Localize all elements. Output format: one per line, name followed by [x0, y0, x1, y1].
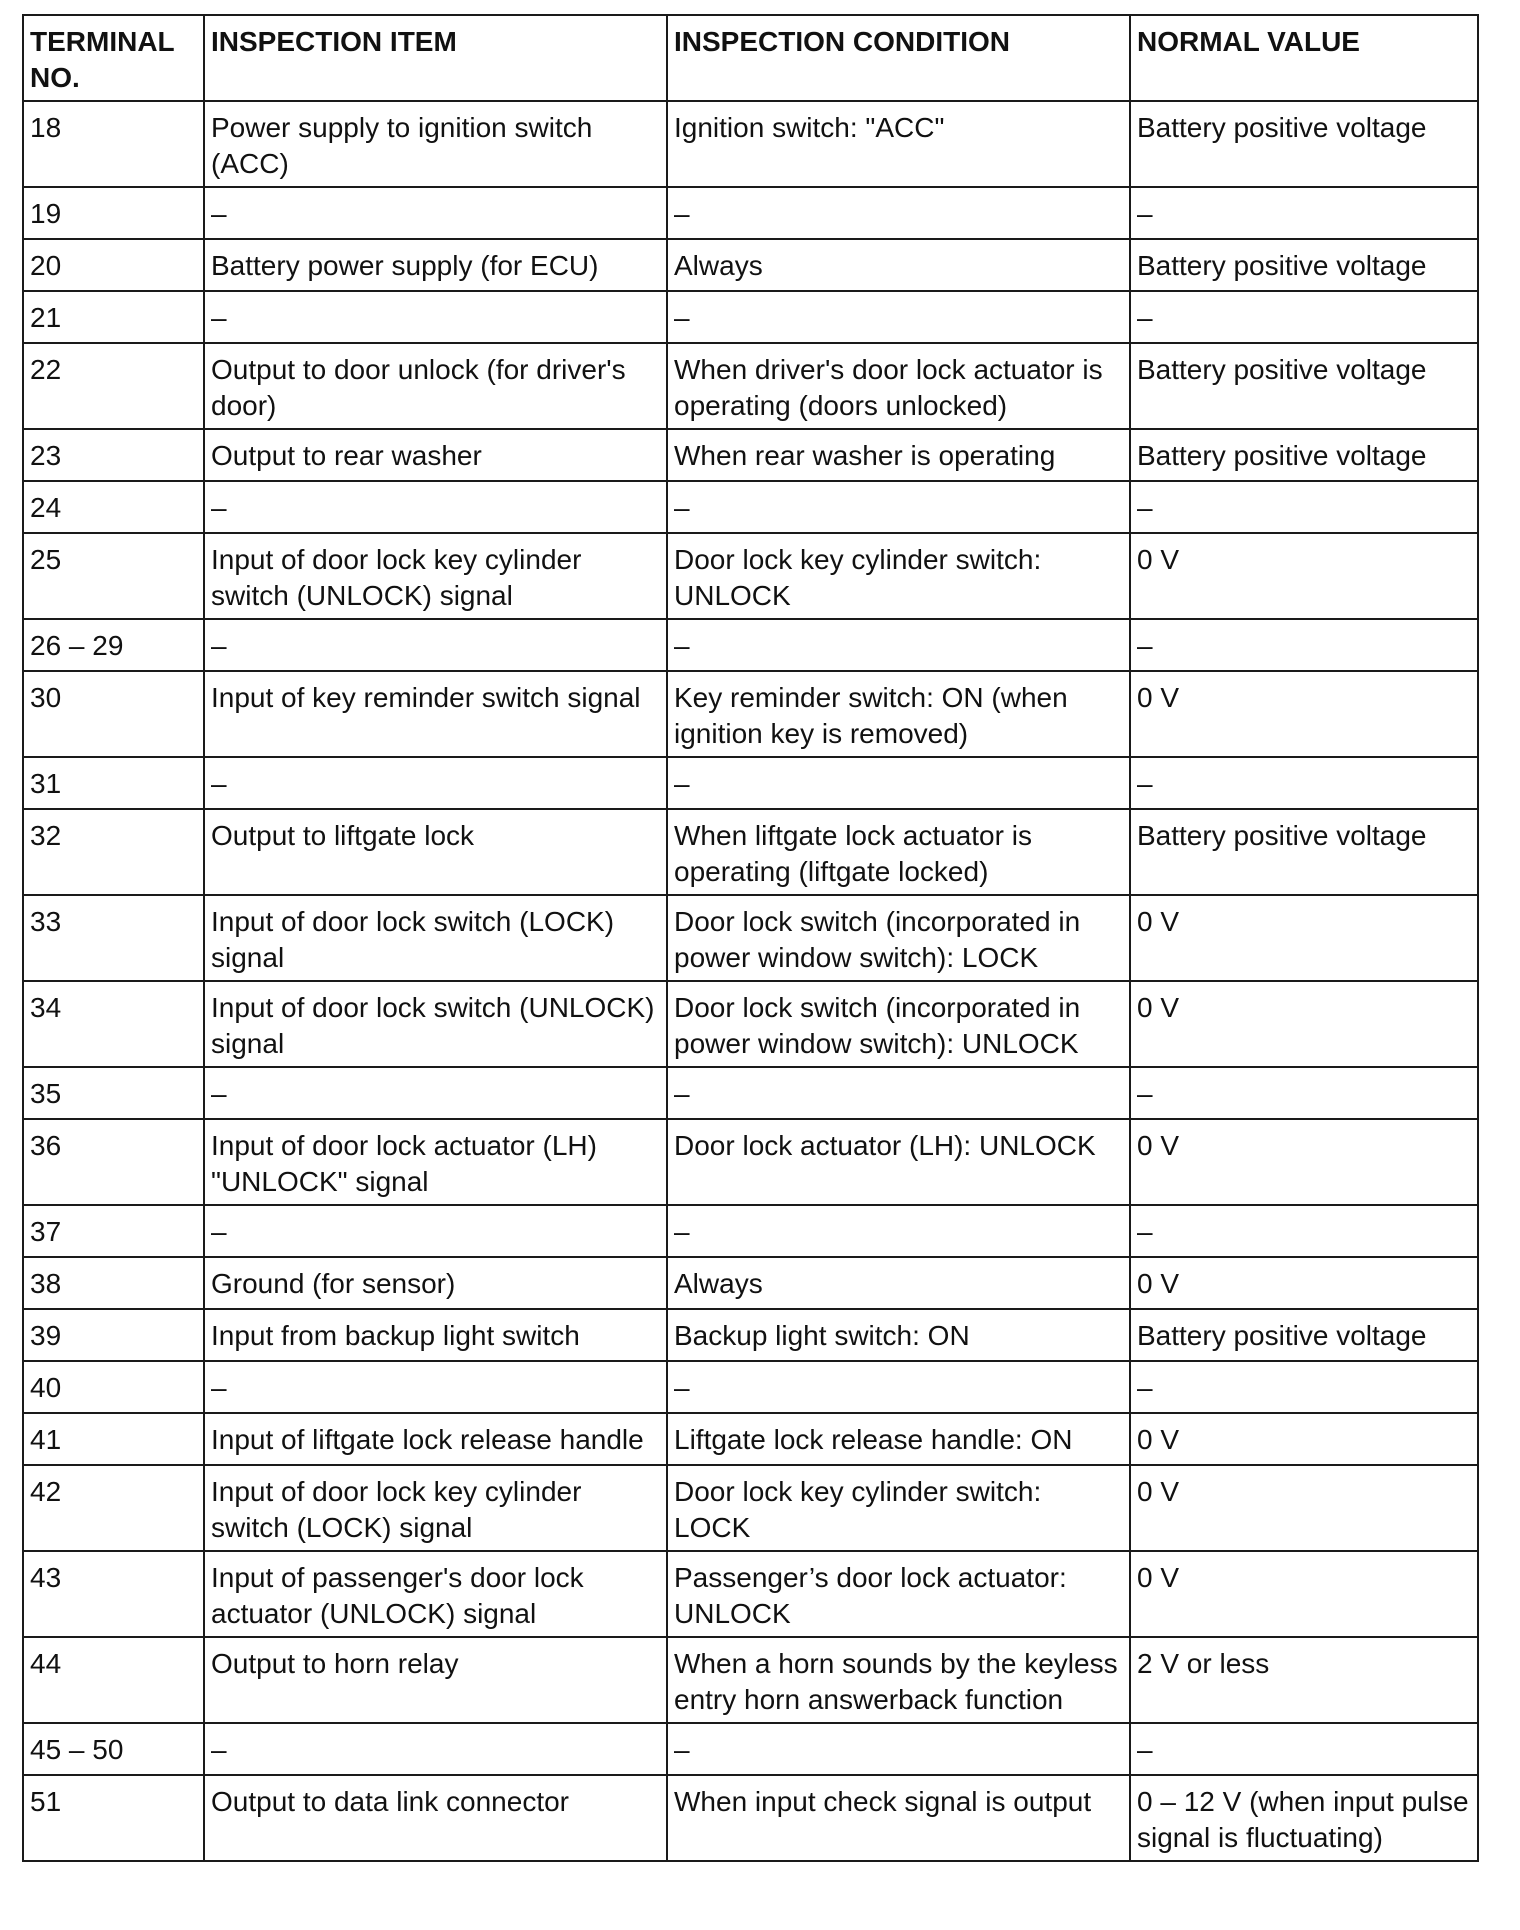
cell-normal-value: 0 V — [1130, 1413, 1478, 1465]
cell-normal-value: Battery positive voltage — [1130, 429, 1478, 481]
cell-normal-value: 0 V — [1130, 1465, 1478, 1551]
cell-normal-value: Battery positive voltage — [1130, 343, 1478, 429]
cell-normal-value: – — [1130, 1205, 1478, 1257]
cell-inspection-item: Power supply to ignition switch (ACC) — [204, 101, 667, 187]
cell-normal-value: Battery positive voltage — [1130, 101, 1478, 187]
table-row — [23, 291, 1478, 343]
table-row — [23, 1257, 1478, 1309]
cell-inspection-item: Output to data link connector — [204, 1775, 667, 1861]
table-row — [23, 619, 1478, 671]
cell-normal-value: 0 V — [1130, 981, 1478, 1067]
cell-inspection-item: Output to horn relay — [204, 1637, 667, 1723]
table-row — [23, 101, 1478, 187]
cell-terminal-no: 30 — [23, 671, 204, 757]
table-row — [23, 1637, 1478, 1723]
cell-terminal-no: 44 — [23, 1637, 204, 1723]
table-row — [23, 1775, 1478, 1861]
cell-terminal-no: 25 — [23, 533, 204, 619]
cell-inspection-item: Input of liftgate lock release handle — [204, 1413, 667, 1465]
cell-normal-value: – — [1130, 187, 1478, 239]
table-row — [23, 757, 1478, 809]
table-row — [23, 981, 1478, 1067]
terminal-inspection-table — [22, 14, 1479, 1862]
cell-terminal-no: 19 — [23, 187, 204, 239]
cell-inspection-condition: When rear washer is operating — [667, 429, 1130, 481]
table-row — [23, 533, 1478, 619]
cell-inspection-item: Input of door lock key cylinder switch (UNLOCK) signal — [204, 533, 667, 619]
cell-inspection-item: – — [204, 757, 667, 809]
cell-terminal-no: 33 — [23, 895, 204, 981]
cell-terminal-no: 45 – 50 — [23, 1723, 204, 1775]
table-row — [23, 187, 1478, 239]
cell-inspection-condition: Door lock switch (incorporated in power window switch): UNLOCK — [667, 981, 1130, 1067]
table-row — [23, 1551, 1478, 1637]
cell-normal-value: 0 – 12 V (when input pulse signal is fluctuating) — [1130, 1775, 1478, 1861]
cell-terminal-no: 41 — [23, 1413, 204, 1465]
cell-inspection-item: Input of door lock key cylinder switch (LOCK) signal — [204, 1465, 667, 1551]
cell-normal-value: – — [1130, 1723, 1478, 1775]
table-body — [23, 101, 1478, 1861]
header-terminal-no: TERMINAL NO. — [23, 15, 204, 101]
cell-inspection-condition: Door lock switch (incorporated in power window switch): LOCK — [667, 895, 1130, 981]
table-row — [23, 239, 1478, 291]
cell-inspection-item: Input of door lock switch (LOCK) signal — [204, 895, 667, 981]
cell-normal-value: 0 V — [1130, 1551, 1478, 1637]
table-row — [23, 671, 1478, 757]
cell-terminal-no: 32 — [23, 809, 204, 895]
cell-inspection-condition: Door lock actuator (LH): UNLOCK — [667, 1119, 1130, 1205]
cell-inspection-condition: – — [667, 1723, 1130, 1775]
cell-inspection-condition: – — [667, 1067, 1130, 1119]
cell-inspection-condition: – — [667, 187, 1130, 239]
cell-inspection-condition: Passenger’s door lock actuator: UNLOCK — [667, 1551, 1130, 1637]
cell-terminal-no: 40 — [23, 1361, 204, 1413]
cell-inspection-item: Input of door lock actuator (LH) "UNLOCK" signal — [204, 1119, 667, 1205]
cell-inspection-condition: Backup light switch: ON — [667, 1309, 1130, 1361]
cell-terminal-no: 34 — [23, 981, 204, 1067]
cell-normal-value: 0 V — [1130, 895, 1478, 981]
cell-inspection-condition: Door lock key cylinder switch: LOCK — [667, 1465, 1130, 1551]
cell-inspection-item: – — [204, 1361, 667, 1413]
table-row — [23, 1119, 1478, 1205]
header-inspection-condition: INSPECTION CONDITION — [667, 15, 1130, 101]
cell-inspection-item: – — [204, 619, 667, 671]
cell-terminal-no: 43 — [23, 1551, 204, 1637]
table-row — [23, 429, 1478, 481]
cell-inspection-item: Ground (for sensor) — [204, 1257, 667, 1309]
cell-inspection-item: Output to liftgate lock — [204, 809, 667, 895]
table-row — [23, 1723, 1478, 1775]
cell-normal-value: – — [1130, 757, 1478, 809]
table-row — [23, 809, 1478, 895]
cell-inspection-item: Input of door lock switch (UNLOCK) signal — [204, 981, 667, 1067]
cell-terminal-no: 26 – 29 — [23, 619, 204, 671]
cell-inspection-item: Battery power supply (for ECU) — [204, 239, 667, 291]
cell-inspection-item: – — [204, 187, 667, 239]
cell-inspection-condition: When driver's door lock actuator is operating (doors unlocked) — [667, 343, 1130, 429]
cell-terminal-no: 36 — [23, 1119, 204, 1205]
cell-inspection-item: Input of passenger's door lock actuator (UNLOCK) signal — [204, 1551, 667, 1637]
table-row — [23, 895, 1478, 981]
cell-terminal-no: 21 — [23, 291, 204, 343]
cell-normal-value: – — [1130, 291, 1478, 343]
cell-normal-value: 0 V — [1130, 1257, 1478, 1309]
table-row — [23, 1205, 1478, 1257]
cell-normal-value: – — [1130, 619, 1478, 671]
cell-inspection-condition: Liftgate lock release handle: ON — [667, 1413, 1130, 1465]
cell-terminal-no: 42 — [23, 1465, 204, 1551]
cell-terminal-no: 35 — [23, 1067, 204, 1119]
table-row — [23, 1309, 1478, 1361]
cell-normal-value: – — [1130, 481, 1478, 533]
cell-terminal-no: 31 — [23, 757, 204, 809]
cell-terminal-no: 23 — [23, 429, 204, 481]
cell-inspection-condition: – — [667, 481, 1130, 533]
table-row — [23, 343, 1478, 429]
cell-normal-value: Battery positive voltage — [1130, 239, 1478, 291]
cell-inspection-condition: When liftgate lock actuator is operating (liftgate locked) — [667, 809, 1130, 895]
cell-normal-value: 0 V — [1130, 671, 1478, 757]
cell-normal-value: 2 V or less — [1130, 1637, 1478, 1723]
cell-terminal-no: 38 — [23, 1257, 204, 1309]
table-row — [23, 1465, 1478, 1551]
table-row — [23, 1361, 1478, 1413]
cell-inspection-condition: When input check signal is output — [667, 1775, 1130, 1861]
cell-inspection-condition: – — [667, 1361, 1130, 1413]
cell-inspection-condition: When a horn sounds by the keyless entry horn answerback function — [667, 1637, 1130, 1723]
cell-normal-value: Battery positive voltage — [1130, 1309, 1478, 1361]
cell-terminal-no: 51 — [23, 1775, 204, 1861]
cell-inspection-condition: Door lock key cylinder switch: UNLOCK — [667, 533, 1130, 619]
cell-terminal-no: 24 — [23, 481, 204, 533]
cell-inspection-item: Input of key reminder switch signal — [204, 671, 667, 757]
table-row — [23, 1067, 1478, 1119]
cell-inspection-condition: – — [667, 1205, 1130, 1257]
cell-terminal-no: 37 — [23, 1205, 204, 1257]
cell-terminal-no: 20 — [23, 239, 204, 291]
cell-normal-value: Battery positive voltage — [1130, 809, 1478, 895]
cell-normal-value: 0 V — [1130, 533, 1478, 619]
cell-inspection-condition: Always — [667, 1257, 1130, 1309]
cell-inspection-condition: – — [667, 291, 1130, 343]
cell-normal-value: – — [1130, 1361, 1478, 1413]
cell-inspection-item: Output to door unlock (for driver's door) — [204, 343, 667, 429]
cell-terminal-no: 18 — [23, 101, 204, 187]
header-normal-value: NORMAL VALUE — [1130, 15, 1478, 101]
cell-inspection-item: Output to rear washer — [204, 429, 667, 481]
table-header — [23, 15, 1478, 101]
cell-inspection-item: – — [204, 1205, 667, 1257]
header-row — [23, 15, 1478, 101]
header-inspection-item: INSPECTION ITEM — [204, 15, 667, 101]
cell-normal-value: – — [1130, 1067, 1478, 1119]
cell-inspection-item: – — [204, 481, 667, 533]
cell-inspection-condition: Ignition switch: "ACC" — [667, 101, 1130, 187]
cell-inspection-item: – — [204, 1067, 667, 1119]
table-row — [23, 1413, 1478, 1465]
cell-inspection-condition: – — [667, 757, 1130, 809]
table-row — [23, 481, 1478, 533]
cell-normal-value: 0 V — [1130, 1119, 1478, 1205]
cell-terminal-no: 22 — [23, 343, 204, 429]
cell-inspection-condition: Key reminder switch: ON (when ignition key is removed) — [667, 671, 1130, 757]
cell-terminal-no: 39 — [23, 1309, 204, 1361]
cell-inspection-item: Input from backup light switch — [204, 1309, 667, 1361]
cell-inspection-item: – — [204, 1723, 667, 1775]
cell-inspection-condition: – — [667, 619, 1130, 671]
cell-inspection-item: – — [204, 291, 667, 343]
cell-inspection-condition: Always — [667, 239, 1130, 291]
